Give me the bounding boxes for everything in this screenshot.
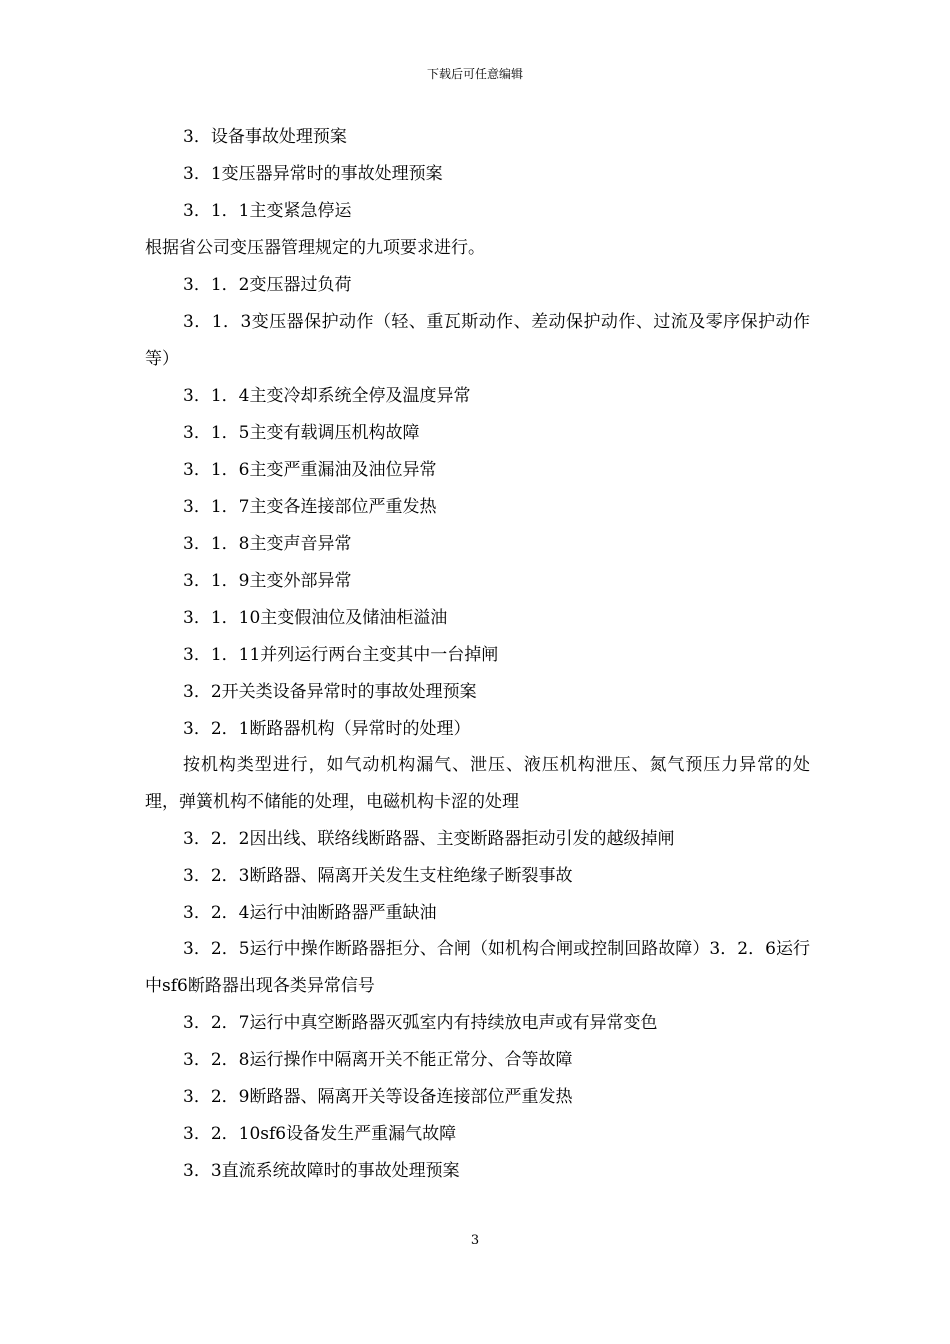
page-header-note: 下载后可任意编辑 (426, 67, 523, 81)
page-number: 3 (470, 1233, 480, 1248)
section-heading: 3．1．9主变外部异常 (183, 571, 352, 591)
section-heading: 3．1．2变压器过负荷 (183, 275, 352, 295)
document-body (145, 125, 810, 1196)
section-heading: 3．3直流系统故障时的事故处理预案 (183, 1161, 460, 1181)
section-heading: 3．1变压器异常时的事故处理预案 (183, 164, 443, 184)
section-heading: 3．2．1断路器机构（异常时的处理） (183, 719, 471, 739)
section-heading: 3．2．4运行中油断路器严重缺油 (183, 903, 437, 923)
section-heading: 3．1．5主变有载调压机构故障 (183, 423, 420, 443)
section-heading: 3．1．11并列运行两台主变其中一台掉闸 (183, 645, 499, 665)
section-heading: 3．1．7主变各连接部位严重发热 (183, 497, 437, 517)
section-heading: 3．2．7运行中真空断路器灭弧室内有持续放电声或有异常变色 (183, 1013, 658, 1033)
section-heading: 3．1．10主变假油位及储油柜溢油 (183, 608, 448, 628)
section-heading-wrapped: 3．2．5运行中操作断路器拒分、合闸（如机构合闸或控制回路故障）3．2．6运行中sf6断路器出现各类异常信号 (145, 939, 810, 996)
section-heading: 3．2．9断路器、隔离开关等设备连接部位严重发热 (183, 1087, 573, 1107)
section-heading: 3．设备事故处理预案 (183, 127, 347, 147)
section-heading: 3．1．8主变声音异常 (183, 534, 352, 554)
section-heading-wrapped: 3．1．3变压器保护动作（轻、重瓦斯动作、差动保护动作、过流及零序保护动作等） (145, 312, 810, 369)
section-heading: 3．1．6主变严重漏油及油位异常 (183, 460, 437, 480)
section-heading: 3．1．1主变紧急停运 (183, 201, 352, 221)
body-text: 根据省公司变压器管理规定的九项要求进行。 (145, 238, 485, 258)
section-heading: 3．1．4主变冷却系统全停及温度异常 (183, 386, 471, 406)
section-heading: 3．2开关类设备异常时的事故处理预案 (183, 682, 477, 702)
section-heading: 3．2．2因出线、联络线断路器、主变断路器拒动引发的越级掉闸 (183, 829, 675, 849)
section-heading: 3．2．8运行操作中隔离开关不能正常分、合等故障 (183, 1050, 573, 1070)
section-heading: 3．2．3断路器、隔离开关发生支柱绝缘子断裂事故 (183, 866, 573, 886)
section-heading: 3．2．10sf6设备发生严重漏气故障 (183, 1124, 457, 1144)
body-paragraph: 按机构类型进行，如气动机构漏气、泄压、液压机构泄压、氮气预压力异常的处理，弹簧机构不储能的处理，电磁机构卡涩的处理 (145, 755, 810, 812)
